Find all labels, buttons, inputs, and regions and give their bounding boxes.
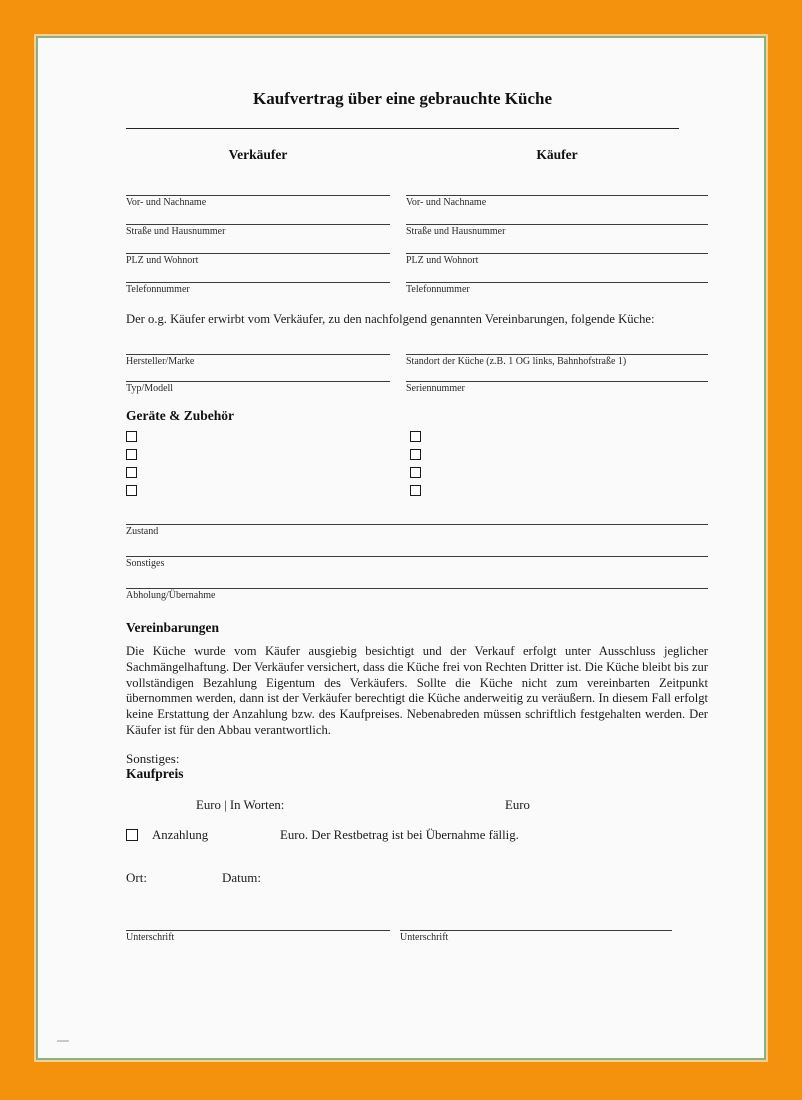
seller-header: Verkäufer — [228, 147, 288, 162]
field-label: Straße und Hausnummer — [406, 226, 506, 237]
field-label: Hersteller/Marke — [126, 356, 195, 367]
document-content — [38, 38, 764, 959]
field-seller-phone — [126, 282, 390, 296]
field-buyer-street — [406, 224, 708, 238]
field-label: Telefonnummer — [126, 284, 190, 295]
restbetrag-text: Euro. Der Restbetrag ist bei Übernahme fällig. — [280, 827, 519, 842]
document-page — [36, 36, 766, 1060]
equipment-header: Geräte & Zubehör — [126, 408, 234, 423]
intro-paragraph: Der o.g. Käufer erwirbt vom Verkäufer, zu den nachfolgend genannten Vereinbarungen, folgende Küche: — [126, 312, 655, 326]
seller-signature — [126, 930, 390, 944]
field-label: Vor- und Nachname — [126, 197, 207, 208]
anzahlung-label: Anzahlung — [152, 827, 209, 842]
equipment-checkbox — [126, 431, 137, 442]
field-label: Unterschrift — [126, 931, 175, 943]
field-label: Sonstiges — [126, 558, 165, 569]
field-label: Telefonnummer — [406, 284, 470, 295]
stray-mark — [57, 1040, 69, 1042]
field-label: Seriennummer — [406, 383, 465, 394]
anzahlung-checkbox — [126, 829, 138, 841]
agreements-header: Vereinbarungen — [126, 620, 220, 635]
buyer-column — [406, 147, 708, 311]
field-buyer-phone — [406, 282, 708, 296]
title-rule — [126, 128, 679, 129]
equipment-checkbox — [126, 467, 137, 478]
field-label: Typ/Modell — [126, 383, 174, 394]
buyer-signature — [400, 930, 672, 944]
field-typ-modell — [126, 381, 390, 395]
field-seller-city — [126, 253, 390, 267]
field-label: Standort der Küche (z.B. 1 OG links, Bahnhofstraße 1) — [406, 356, 627, 367]
field-buyer-name — [406, 195, 708, 209]
agreements-paragraph: Die Küche wurde vom Käufer ausgiebig besichtigt und der Verkauf erfolgt unter Ausschluss jeglicher Sachmängelhaftung. Der Verkäufer versichert, dass die Küche frei von Rechten Dritter ist. Die Küche bleibt bis zur vollständigen Bezahlung Eigentum des Verkäufers. Sollte die Küche nicht zum vereinbarten Zeitpunkt übernommen werden, dann ist der Verkäufer berechtigt die Küche anderweitig zu veräußern. In diesem Fall erfolgt keine Erstattung der Anzahlung bzw. des Kaufpreises. Nebenabreden müssen schriftlich festgehalten werden. Der Käufer ist für den Abbau verantwortlich. — [126, 644, 708, 737]
field-seriennummer — [406, 381, 708, 395]
field-label: Zustand — [126, 526, 159, 537]
ort-label: Ort: — [126, 869, 147, 885]
parties-section — [126, 147, 708, 311]
condition-section — [126, 524, 708, 602]
datum-label: Datum: — [222, 869, 261, 885]
signature-section — [126, 930, 708, 959]
equipment-checkbox — [410, 485, 421, 496]
equipment-checkbox — [126, 449, 137, 460]
seller-column — [126, 147, 390, 311]
field-label: PLZ und Wohnort — [126, 255, 199, 266]
page-title: Kaufvertrag über eine gebrauchte Küche — [252, 89, 553, 108]
equipment-checkbox — [410, 467, 421, 478]
field-label: PLZ und Wohnort — [406, 255, 479, 266]
field-label: Vor- und Nachname — [406, 197, 487, 208]
buyer-header: Käufer — [536, 147, 578, 162]
euro-in-words-label: Euro | In Worten: — [196, 797, 285, 812]
price-header: Kaufpreis — [126, 765, 184, 781]
field-abholung-uebernahme — [126, 588, 708, 602]
equipment-checkbox-grid — [126, 431, 708, 496]
sonstiges-label: Sonstiges: — [126, 750, 180, 766]
field-zustand — [126, 524, 708, 538]
ort-datum-row — [126, 870, 708, 886]
euro-label: Euro — [505, 797, 530, 812]
field-seller-street — [126, 224, 390, 238]
field-buyer-city — [406, 253, 708, 267]
field-standort — [406, 354, 708, 368]
anzahlung-row — [126, 828, 708, 844]
equipment-checkbox — [126, 485, 137, 496]
field-label: Abholung/Übernahme — [126, 590, 216, 601]
price-euro-row — [126, 798, 708, 814]
kitchen-fields-section — [126, 354, 708, 408]
equipment-checkbox — [410, 431, 421, 442]
field-hersteller-marke — [126, 354, 390, 368]
field-label: Unterschrift — [400, 931, 449, 943]
equipment-checkbox — [410, 449, 421, 460]
field-sonstiges — [126, 556, 708, 570]
field-seller-name — [126, 195, 390, 209]
field-label: Straße und Hausnummer — [126, 226, 226, 237]
